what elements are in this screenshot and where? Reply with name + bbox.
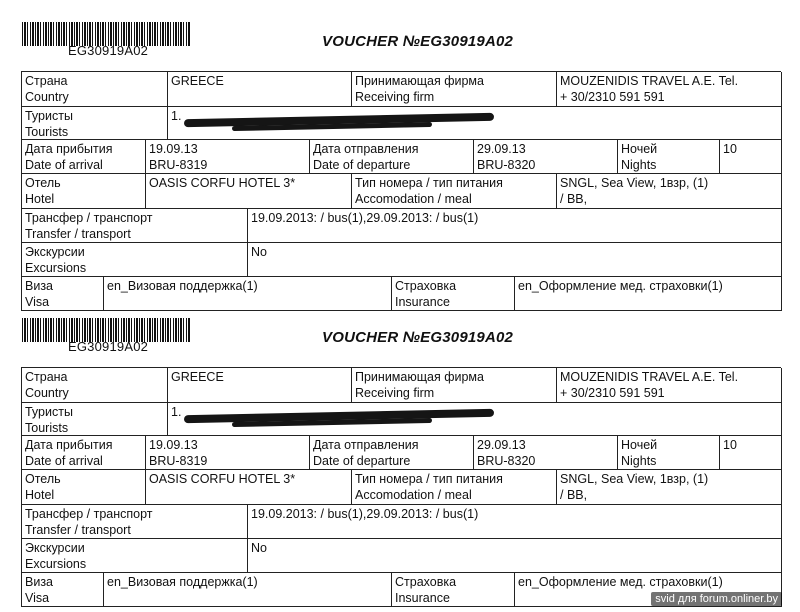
accommodation-label: Тип номера / тип питания Accomodation / meal	[352, 470, 557, 505]
excursions-value: No	[248, 243, 782, 277]
voucher-table	[21, 71, 781, 311]
country-value: GREECE	[168, 368, 352, 403]
insurance-label: Страховка Insurance	[392, 573, 515, 607]
receiving-firm-label: Принимающая фирма Receiving firm	[352, 368, 557, 403]
receiving-firm-label: Принимающая фирма Receiving firm	[352, 72, 557, 107]
arrival-label: Дата прибытия Date of arrival	[22, 436, 146, 470]
accommodation-value: SNGL, Sea View, 1взр, (1) / BB,	[557, 470, 782, 505]
departure-label: Дата отправления Date of departure	[310, 140, 474, 174]
transfer-label: Трансфер / транспорт Transfer / transport	[22, 209, 248, 243]
hotel-value: OASIS CORFU HOTEL 3*	[146, 174, 352, 209]
tourists-value: 1.	[168, 403, 782, 436]
hotel-value: OASIS CORFU HOTEL 3*	[146, 470, 352, 505]
accommodation-label: Тип номера / тип питания Accomodation / meal	[352, 174, 557, 209]
country-label: Страна Country	[22, 368, 168, 403]
barcode-text: EG30919A02	[68, 339, 149, 354]
insurance-label: Страховка Insurance	[392, 277, 515, 311]
departure-value: 29.09.13 BRU-8320	[474, 436, 618, 470]
accommodation-value: SNGL, Sea View, 1взр, (1) / BB,	[557, 174, 782, 209]
nights-label: Ночей Nights	[618, 436, 720, 470]
nights-label: Ночей Nights	[618, 140, 720, 174]
nights-value: 10	[720, 436, 782, 470]
arrival-value: 19.09.13 BRU-8319	[146, 436, 310, 470]
tourists-label: Туристы Tourists	[22, 107, 168, 140]
insurance-value: en_Оформление мед. страховки(1)	[515, 277, 782, 311]
insurance-value: en_Оформление мед. страховки(1)	[515, 573, 782, 607]
country-label: Страна Country	[22, 72, 168, 107]
voucher-table	[21, 367, 781, 607]
voucher-title: VOUCHER №EG30919A02	[322, 329, 514, 346]
transfer-value: 19.09.2013: / bus(1),29.09.2013: / bus(1)	[248, 209, 782, 243]
visa-label: Виза Visa	[22, 573, 104, 607]
visa-label: Виза Visa	[22, 277, 104, 311]
country-value: GREECE	[168, 72, 352, 107]
tourists-label: Туристы Tourists	[22, 403, 168, 436]
arrival-value: 19.09.13 BRU-8319	[146, 140, 310, 174]
watermark: svid для forum.onliner.by	[651, 592, 782, 606]
departure-value: 29.09.13 BRU-8320	[474, 140, 618, 174]
receiving-firm-value: MOUZENIDIS TRAVEL A.E. Tel. + 30/2310 591 591	[557, 368, 782, 403]
nights-value: 10	[720, 140, 782, 174]
hotel-label: Отель Hotel	[22, 470, 146, 505]
voucher-title: VOUCHER №EG30919A02	[322, 33, 514, 50]
excursions-label: Экскурсии Excursions	[22, 539, 248, 573]
excursions-value: No	[248, 539, 782, 573]
visa-value: en_Визовая поддержка(1)	[104, 573, 392, 607]
hotel-label: Отель Hotel	[22, 174, 146, 209]
receiving-firm-value: MOUZENIDIS TRAVEL A.E. Tel. + 30/2310 591 591	[557, 72, 782, 107]
arrival-label: Дата прибытия Date of arrival	[22, 140, 146, 174]
excursions-label: Экскурсии Excursions	[22, 243, 248, 277]
visa-value: en_Визовая поддержка(1)	[104, 277, 392, 311]
barcode-text: EG30919A02	[68, 43, 149, 58]
transfer-label: Трансфер / транспорт Transfer / transport	[22, 505, 248, 539]
tourists-value: 1.	[168, 107, 782, 140]
departure-label: Дата отправления Date of departure	[310, 436, 474, 470]
transfer-value: 19.09.2013: / bus(1),29.09.2013: / bus(1)	[248, 505, 782, 539]
